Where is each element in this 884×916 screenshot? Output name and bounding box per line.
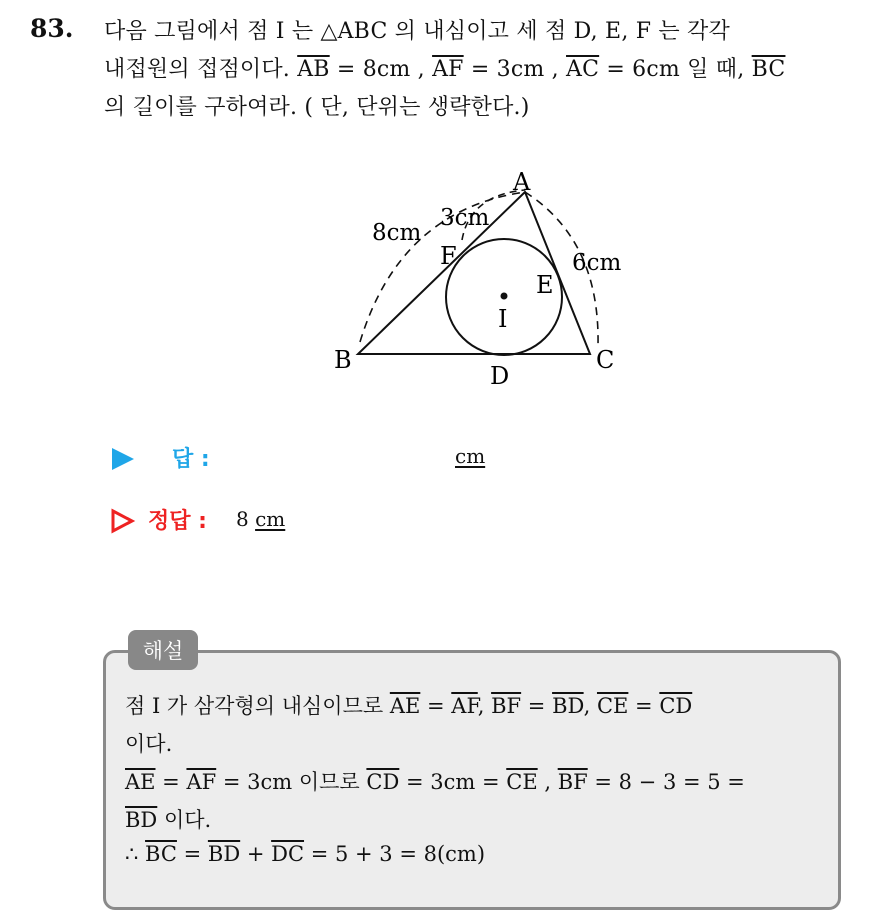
correct-value-unit: cm bbox=[255, 507, 286, 531]
correct-value-number: 8 bbox=[236, 507, 249, 531]
segment-bf: $\overline{BF}$ bbox=[557, 770, 588, 794]
comma: , bbox=[583, 694, 597, 718]
equals: = bbox=[176, 842, 208, 866]
vertex-b-label: B bbox=[334, 346, 352, 374]
segment-ae: $\overline{AE}$ bbox=[389, 694, 421, 718]
segment-ac: $\overline{AC}$ bbox=[566, 57, 600, 82]
plus: + bbox=[240, 842, 272, 866]
segment-ce: $\overline{CE}$ bbox=[596, 694, 629, 718]
segment-bc: $\overline{BC}$ bbox=[145, 842, 177, 866]
therefore-symbol: ∴ bbox=[125, 842, 146, 866]
solution-tab: 해설 bbox=[128, 630, 198, 670]
segment-cd: $\overline{CD}$ bbox=[659, 694, 693, 718]
answer-label: 답 : bbox=[172, 447, 210, 472]
vertex-a-label: A bbox=[513, 168, 531, 196]
solution-text: = 5 + 3 = 8(cm) bbox=[304, 842, 486, 866]
question-line-3: 의 길이를 구하여라. ( 단, 단위는 생략한다.) bbox=[104, 95, 530, 120]
value-ac: = 6cm 일 때, bbox=[599, 57, 752, 82]
incenter-label: I bbox=[498, 305, 508, 333]
value-af: = 3cm , bbox=[463, 57, 567, 82]
segment-bd: $\overline{BD}$ bbox=[552, 694, 584, 718]
incenter-dot bbox=[501, 293, 508, 300]
answer-unit: cm bbox=[455, 444, 486, 468]
correct-answer-row bbox=[110, 502, 410, 542]
solution-line-1 bbox=[125, 690, 692, 720]
solution-text: 이다. bbox=[157, 808, 212, 832]
segment-bd: $\overline{BD}$ bbox=[207, 842, 241, 866]
incircle-figure bbox=[320, 160, 650, 400]
length-ac-label: 6cm bbox=[572, 250, 622, 276]
length-ab-label: 8cm bbox=[372, 220, 422, 246]
correct-answer-value bbox=[236, 507, 285, 531]
solution-text: = 3cm = bbox=[399, 770, 507, 794]
equals: = bbox=[155, 770, 187, 794]
length-af-label: 3cm bbox=[440, 205, 490, 231]
question-number: 83. bbox=[30, 14, 74, 43]
solution-text: 점 I 가 삼각형의 내심이므로 bbox=[125, 694, 390, 718]
question-line-1: 다음 그림에서 점 I 는 △ABC 의 내심이고 세 점 D, E, F 는 각각 bbox=[104, 19, 730, 44]
segment-af: $\overline{AF}$ bbox=[186, 770, 217, 794]
segment-ae: $\overline{AE}$ bbox=[125, 770, 156, 794]
solution-line-2: 이다. bbox=[125, 732, 173, 756]
question-line-2 bbox=[104, 52, 785, 83]
solution-text: = 3cm 이므로 bbox=[216, 770, 367, 794]
segment-ab: $\overline{AB}$ bbox=[297, 57, 330, 82]
segment-bc: $\overline{BC}$ bbox=[751, 57, 786, 82]
segment-bf: $\overline{BF}$ bbox=[491, 694, 522, 718]
solution-line-5 bbox=[125, 842, 485, 866]
comma: , bbox=[537, 770, 558, 794]
segment-ce: $\overline{CE}$ bbox=[506, 770, 538, 794]
equals: = bbox=[521, 694, 553, 718]
correct-answer-label: 정답 : bbox=[148, 509, 207, 534]
outline-play-icon bbox=[110, 508, 136, 534]
equals: = bbox=[420, 694, 452, 718]
vertex-c-label: C bbox=[596, 346, 615, 374]
segment-cd: $\overline{CD}$ bbox=[366, 770, 400, 794]
answer-row bbox=[110, 440, 530, 480]
segment-dc: $\overline{DC}$ bbox=[271, 842, 305, 866]
point-d-label: D bbox=[490, 362, 510, 390]
play-arrow-icon bbox=[110, 446, 136, 472]
segment-af: $\overline{AF}$ bbox=[451, 694, 478, 718]
solution-line-3 bbox=[125, 766, 745, 796]
solution-text: = 8 − 3 = 5 = bbox=[587, 770, 745, 794]
question-text: 내접원의 접점이다. bbox=[104, 57, 291, 82]
segment-bd: $\overline{BD}$ bbox=[125, 808, 158, 832]
solution-line-4 bbox=[125, 804, 211, 834]
equals: = bbox=[628, 694, 660, 718]
point-e-label: E bbox=[536, 271, 554, 299]
comma: , bbox=[477, 694, 492, 718]
value-ab: = 8cm , bbox=[329, 57, 433, 82]
point-f-label: F bbox=[440, 242, 457, 270]
segment-af: $\overline{AF}$ bbox=[432, 57, 464, 82]
